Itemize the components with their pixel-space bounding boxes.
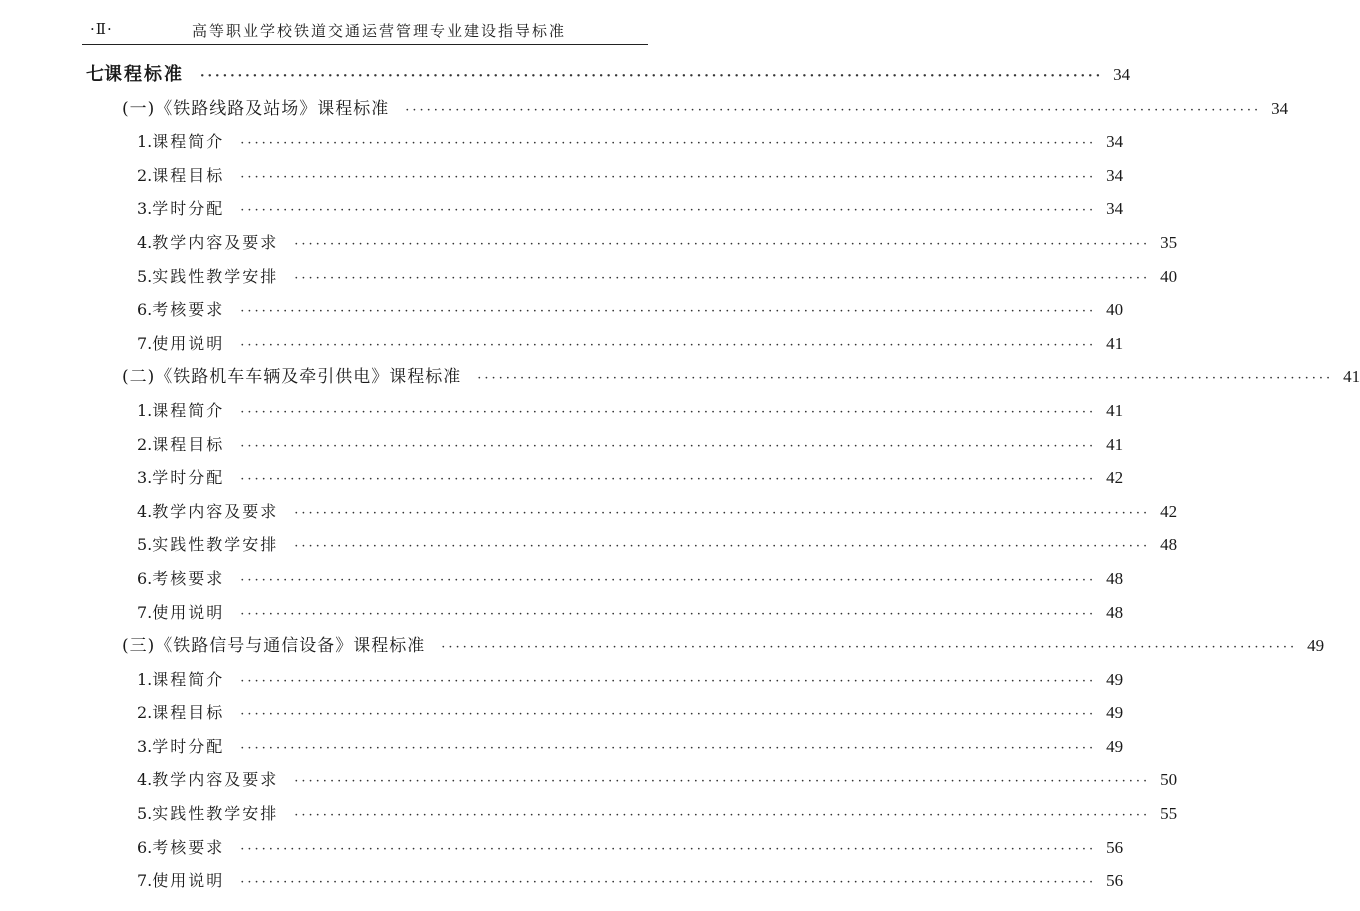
toc-entry-page-number: 56 xyxy=(1106,837,1124,857)
toc-entry-item[interactable] xyxy=(0,293,1124,327)
toc-entry-page-number: 48 xyxy=(1160,535,1178,555)
toc-entry-item[interactable] xyxy=(0,596,1124,630)
toc-entry-page-number: 49 xyxy=(1106,669,1124,689)
toc-entry-title: 课程目标 xyxy=(152,703,225,723)
toc-entry-item[interactable] xyxy=(0,528,1178,562)
toc-entry-title: 教学内容及要求 xyxy=(152,232,279,252)
toc-entry-title: 学时分配 xyxy=(152,199,225,219)
toc-entry-number: 1. xyxy=(137,669,153,689)
toc-entry-number: 3. xyxy=(137,199,153,219)
dot-leader: ························································································································ xyxy=(294,270,1151,286)
dot-leader: ························································································································ xyxy=(294,808,1151,824)
dot-leader: ························································································································ xyxy=(441,640,1298,656)
toc-entry-number: 5. xyxy=(137,266,153,286)
toc-entry-item[interactable] xyxy=(0,461,1124,495)
toc-entry-section[interactable] xyxy=(0,629,1325,663)
toc-entry-title: 考核要求 xyxy=(152,837,225,857)
toc-entry-page-number: 41 xyxy=(1106,333,1124,353)
toc-entry-item[interactable] xyxy=(0,864,1124,898)
toc-entry-title: 使用说明 xyxy=(152,333,225,353)
toc-entry-number: 4. xyxy=(137,232,153,252)
toc-entry-page-number: 40 xyxy=(1106,300,1124,320)
dot-leader: ························································································································ xyxy=(240,438,1097,454)
toc-entry-title: 教学内容及要求 xyxy=(152,501,279,521)
toc-entry-page-number: 50 xyxy=(1160,770,1178,790)
dot-leader: ························································································································ xyxy=(240,203,1097,219)
dot-leader: ························································································································ xyxy=(405,102,1262,118)
running-header xyxy=(82,12,648,45)
toc-entry-title: 教学内容及要求 xyxy=(152,770,279,790)
dot-leader: ························································································································ xyxy=(294,505,1151,521)
toc-entry-page-number: 48 xyxy=(1106,568,1124,588)
toc-entry-item[interactable] xyxy=(0,226,1178,260)
toc-entry-item[interactable] xyxy=(0,562,1124,596)
toc-entry-title: (三)《铁路信号与通信设备》课程标准 xyxy=(122,636,426,657)
toc-entry-page-number: 40 xyxy=(1160,266,1178,286)
dot-leader: ························································································································ xyxy=(240,136,1097,152)
toc-entry-title: 实践性教学安排 xyxy=(152,804,279,824)
toc-entry-item[interactable] xyxy=(0,797,1178,831)
toc-entry-item[interactable] xyxy=(0,192,1124,226)
toc-entry-number: 3. xyxy=(137,468,153,488)
toc-entry-page-number: 42 xyxy=(1160,501,1178,521)
dot-leader: ························································································································ xyxy=(240,404,1097,420)
toc-entry-page-number: 49 xyxy=(1307,636,1325,656)
toc-entry-item[interactable] xyxy=(0,394,1124,428)
toc-entry-title: 使用说明 xyxy=(152,871,225,891)
toc-entry-page-number: 35 xyxy=(1160,232,1178,252)
toc-entry-page-number: 41 xyxy=(1106,400,1124,420)
toc-entry-title: 课程标准 xyxy=(104,64,184,85)
toc-entry-item[interactable] xyxy=(0,831,1124,865)
toc-entry-page-number: 41 xyxy=(1106,434,1124,454)
toc-entry-title: (一)《铁路线路及站场》课程标准 xyxy=(122,98,390,119)
header-title: 高等职业学校铁道交通运营管理专业建设指导标准 xyxy=(192,22,567,40)
toc-entry-item[interactable] xyxy=(0,159,1124,193)
toc-entry-number: 6. xyxy=(137,837,153,857)
dot-leader: ························································································································ xyxy=(294,236,1151,252)
toc-entry-page-number: 55 xyxy=(1160,804,1178,824)
dot-leader: ························································································································ xyxy=(240,572,1097,588)
toc-entry-page-number: 34 xyxy=(1271,98,1289,118)
toc-entry-section[interactable] xyxy=(0,360,1360,394)
toc-entry-number: 1. xyxy=(137,132,153,152)
toc-entry-page-number: 56 xyxy=(1106,871,1124,891)
dot-leader: ························································································································ xyxy=(240,707,1097,723)
dot-leader: ························································································································ xyxy=(240,337,1097,353)
toc-entry-item[interactable] xyxy=(0,763,1178,797)
header-page-marker: ·Ⅱ· xyxy=(90,20,113,38)
toc-entry-title: 课程简介 xyxy=(152,669,225,689)
toc-entry-number: 2. xyxy=(137,703,153,723)
toc-entry-page-number: 34 xyxy=(1106,132,1124,152)
toc-entry-item[interactable] xyxy=(0,327,1124,361)
dot-leader: ························································································································ xyxy=(240,740,1097,756)
toc-entry-number: 七 xyxy=(86,64,104,85)
toc-entry-number: 7. xyxy=(137,871,153,891)
dot-leader: ························································································································ xyxy=(240,606,1097,622)
toc-entry-title: 课程目标 xyxy=(152,434,225,454)
toc-entry-title: 实践性教学安排 xyxy=(152,535,279,555)
toc-entry-number: 5. xyxy=(137,535,153,555)
dot-leader: ························································································································ xyxy=(294,774,1151,790)
toc-entry-number: 4. xyxy=(137,501,153,521)
toc-entry-number: 5. xyxy=(137,804,153,824)
dot-leader: ························································································································ xyxy=(240,841,1097,857)
toc-entry-number: 1. xyxy=(137,400,153,420)
toc-entry-page-number: 34 xyxy=(1113,65,1131,84)
dot-leader: ························································································································ xyxy=(240,875,1097,891)
toc-entry-title: 使用说明 xyxy=(152,602,225,622)
toc-entry-page-number: 49 xyxy=(1106,703,1124,723)
toc-entry-page-number: 34 xyxy=(1106,199,1124,219)
dot-leader: ························································································································ xyxy=(240,472,1097,488)
toc-entry-number: 2. xyxy=(137,434,153,454)
toc-entry-item[interactable] xyxy=(0,495,1178,529)
toc-entry-page-number: 42 xyxy=(1106,468,1124,488)
toc-entry-number: 6. xyxy=(137,300,153,320)
dot-leader: ························································································································ xyxy=(200,69,1104,84)
toc-entry-title: 课程简介 xyxy=(152,400,225,420)
toc-entry-title: 学时分配 xyxy=(152,736,225,756)
toc-entry-title: 考核要求 xyxy=(152,300,225,320)
dot-leader: ························································································································ xyxy=(477,371,1334,387)
dot-leader: ························································································································ xyxy=(240,673,1097,689)
toc-entry-page-number: 48 xyxy=(1106,602,1124,622)
toc-entry-item[interactable] xyxy=(0,260,1178,294)
toc-entry-section[interactable] xyxy=(0,92,1289,126)
toc-entry-number: 2. xyxy=(137,165,153,185)
toc-entry-title: 课程简介 xyxy=(152,132,225,152)
toc-entry-page-number: 34 xyxy=(1106,165,1124,185)
toc-entry-number: 6. xyxy=(137,568,153,588)
toc-entry-number: 3. xyxy=(137,736,153,756)
toc-entry-number: 4. xyxy=(137,770,153,790)
toc-entry-chapter[interactable] xyxy=(0,58,1131,92)
toc-entry-title: 学时分配 xyxy=(152,468,225,488)
toc-entry-title: 实践性教学安排 xyxy=(152,266,279,286)
toc-entry-item[interactable] xyxy=(0,428,1124,462)
toc-entry-page-number: 49 xyxy=(1106,736,1124,756)
toc-entry-title: (二)《铁路机车车辆及牵引供电》课程标准 xyxy=(122,367,462,388)
toc-entry-item[interactable] xyxy=(0,696,1124,730)
toc-entry-item[interactable] xyxy=(0,125,1124,159)
toc-entry-page-number: 41 xyxy=(1343,367,1360,387)
dot-leader: ························································································································ xyxy=(240,169,1097,185)
toc-entry-title: 考核要求 xyxy=(152,568,225,588)
toc-entry-number: 7. xyxy=(137,602,153,622)
toc-entry-title: 课程目标 xyxy=(152,165,225,185)
toc-entry-item[interactable] xyxy=(0,663,1124,697)
table-of-contents xyxy=(0,58,1360,898)
dot-leader: ························································································································ xyxy=(240,304,1097,320)
toc-entry-number: 7. xyxy=(137,333,153,353)
dot-leader: ························································································································ xyxy=(294,539,1151,555)
toc-entry-item[interactable] xyxy=(0,730,1124,764)
